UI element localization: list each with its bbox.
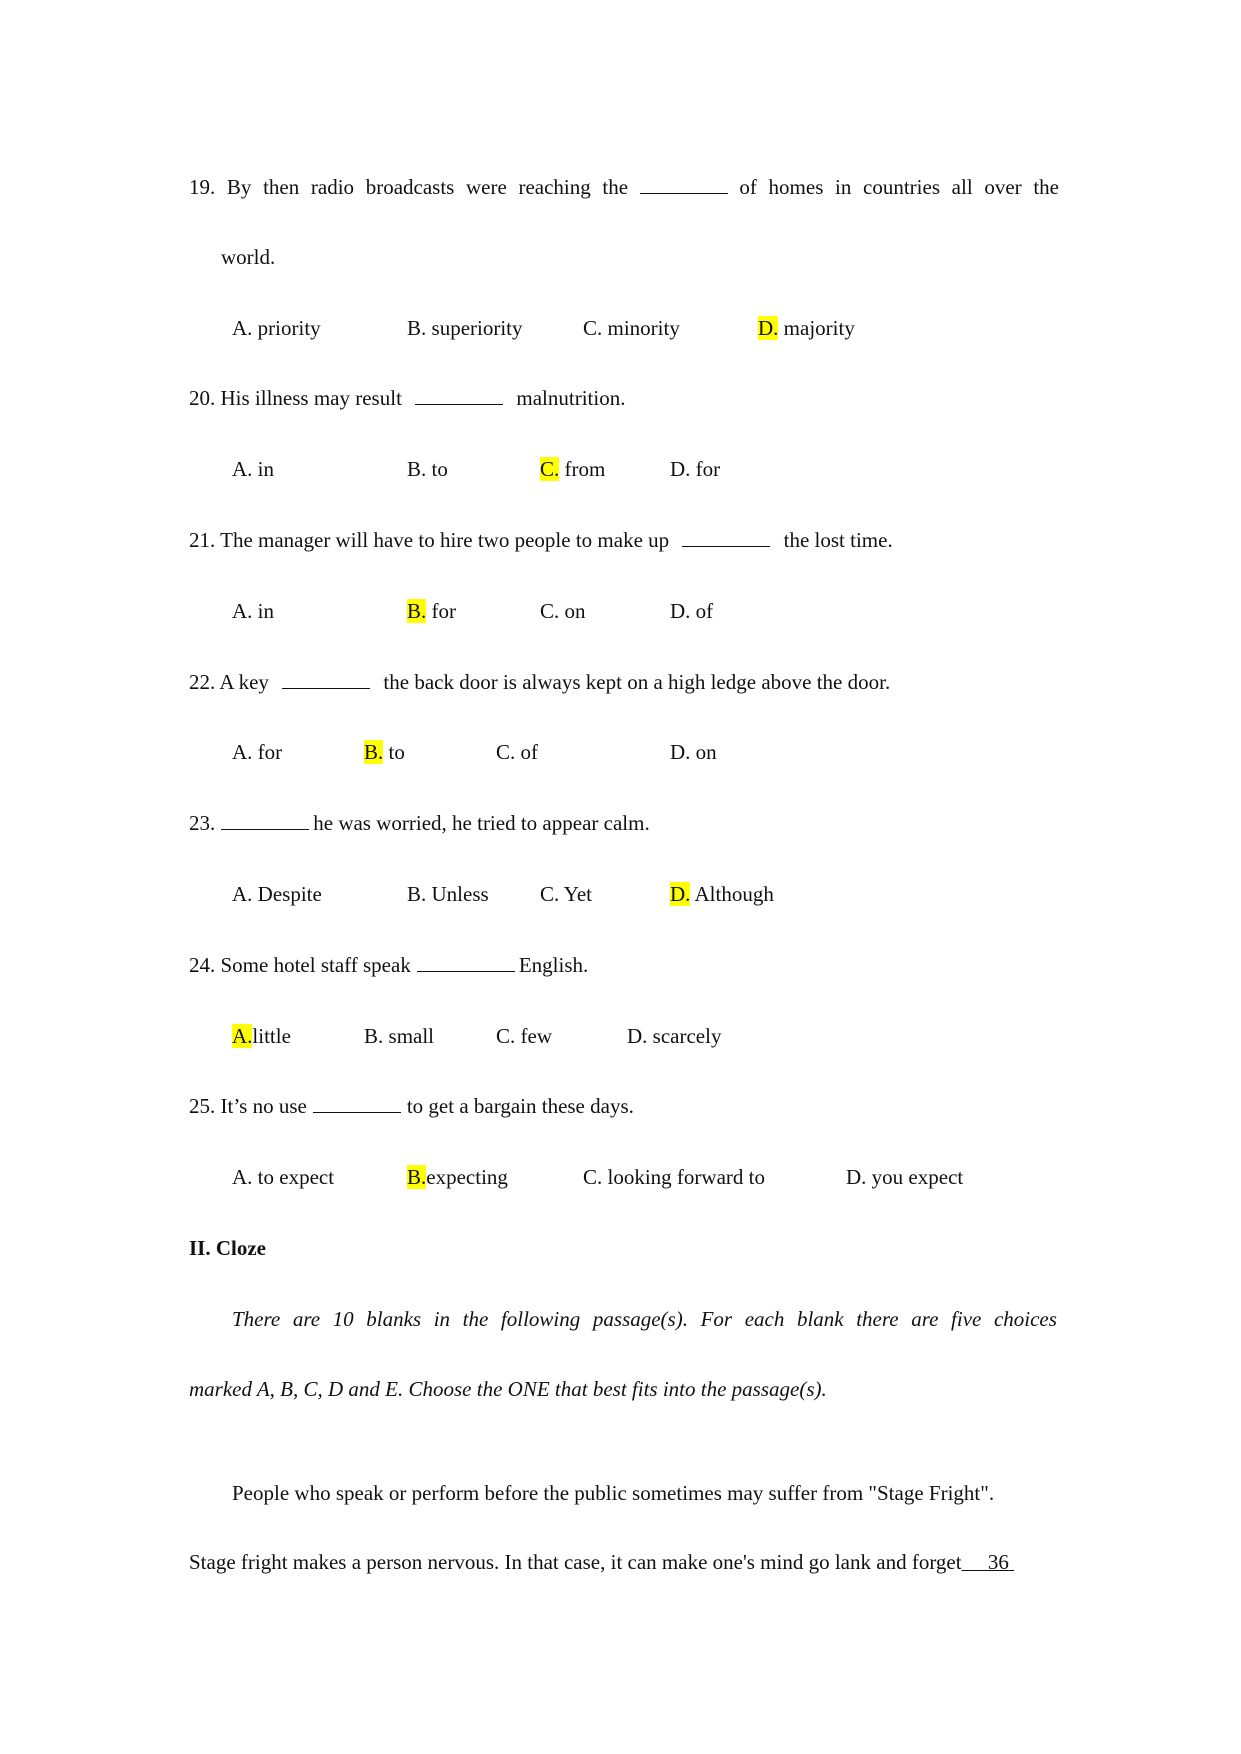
q19-word: broadcasts [365,175,455,199]
q21-option-a: A. in [232,599,275,623]
q19-word: in [835,175,852,199]
q22-option-a: A. for [232,740,283,764]
q25-blank [313,1092,401,1113]
q22-option-d: D. on [670,740,717,764]
q19-word: reaching [518,175,591,199]
q20-option-b: B. to [407,457,448,481]
q19-word: over [984,175,1022,199]
q19-word: countries [863,175,941,199]
q21-blank [682,526,770,547]
q23-option-d: D. Although [670,882,774,906]
q25-option-d: D. you expect [846,1165,964,1189]
q23-option-a: A. Despite [232,882,322,906]
passage-line1: People who speak or perform before the public sometimes may suffer from "Stage Fright". [232,1481,995,1505]
q23-blank [221,809,309,830]
blank-36: 36 [987,1550,1009,1574]
answer-highlight: B. [364,740,384,764]
q19-option-d: D. majority [758,316,855,340]
q24-blank [417,951,515,972]
q19-stem-line2: world. [221,245,276,269]
passage-line2: Stage fright makes a person nervous. In that case, it can make one's mind go lank and forget 36 [189,1548,1014,1576]
answer-highlight: B. [407,1165,427,1189]
q19-option-b: B. superiority [407,316,523,340]
q19-word: the [602,175,629,199]
cloze-instructions-line2: marked A, B, C, D and E. Choose the ONE that best fits into the passage(s). [189,1377,827,1401]
q23-stem: 23. he was worried, he tried to appear calm. [189,811,650,835]
q23-option-b: B. Unless [407,882,489,906]
q21-option-b: B. for [407,599,457,623]
q21-option-c: C. on [540,599,586,623]
answer-highlight: A. [232,1024,253,1048]
q20-stem: 20. His illness may result malnutrition. [189,386,626,410]
q19-word: the [1033,175,1059,199]
q24-option-a: A.little [232,1024,291,1048]
q22-option-c: C. of [496,740,539,764]
q19-word: By [226,175,252,199]
q21-option-d: D. of [670,599,714,623]
section-heading: II. Cloze [189,1236,266,1260]
answer-highlight: C. [540,457,560,481]
answer-highlight: D. [670,882,691,906]
q19-word: of [739,175,757,199]
q25-option-a: A. to expect [232,1165,335,1189]
q19-stem-line1 [189,173,1059,201]
q21-stem: 21. The manager will have to hire two people to make up the lost time. [189,528,893,552]
q24-option-d: D. scarcely [627,1024,722,1048]
q25-option-b: B.expecting [407,1165,508,1189]
q20-option-d: D. for [670,457,721,481]
q19-option-c: C. minority [583,316,680,340]
q24-stem: 24. Some hotel staff speak English. [189,953,589,977]
q19-word: radio [310,175,355,199]
q19-word: homes [768,175,824,199]
q24-option-c: C. few [496,1024,552,1048]
cloze-instructions-line1: There are 10 blanks in the following passage(s). For each blank there are five choices [232,1307,1057,1331]
q25-option-c: C. looking forward to [583,1165,765,1189]
q20-option-a: A. in [232,457,275,481]
q22-option-b: B. to [364,740,405,764]
q19-word: then [263,175,300,199]
q20-blank [415,384,503,405]
q19-option-a: A. priority [232,316,321,340]
q20-option-c: C. from [540,457,606,481]
q19-word: all [951,175,973,199]
q24-option-b: B. small [364,1024,435,1048]
q19-blank [640,173,728,194]
q23-option-c: C. Yet [540,882,592,906]
q19-word: 19. [189,175,216,199]
q22-blank [282,668,370,689]
answer-highlight: D. [758,316,779,340]
q22-stem: 22. A key the back door is always kept on a high ledge above the door. [189,670,891,694]
q19-word: were [466,175,507,199]
q25-stem: 25. It’s no use to get a bargain these days. [189,1094,634,1118]
answer-highlight: B. [407,599,427,623]
